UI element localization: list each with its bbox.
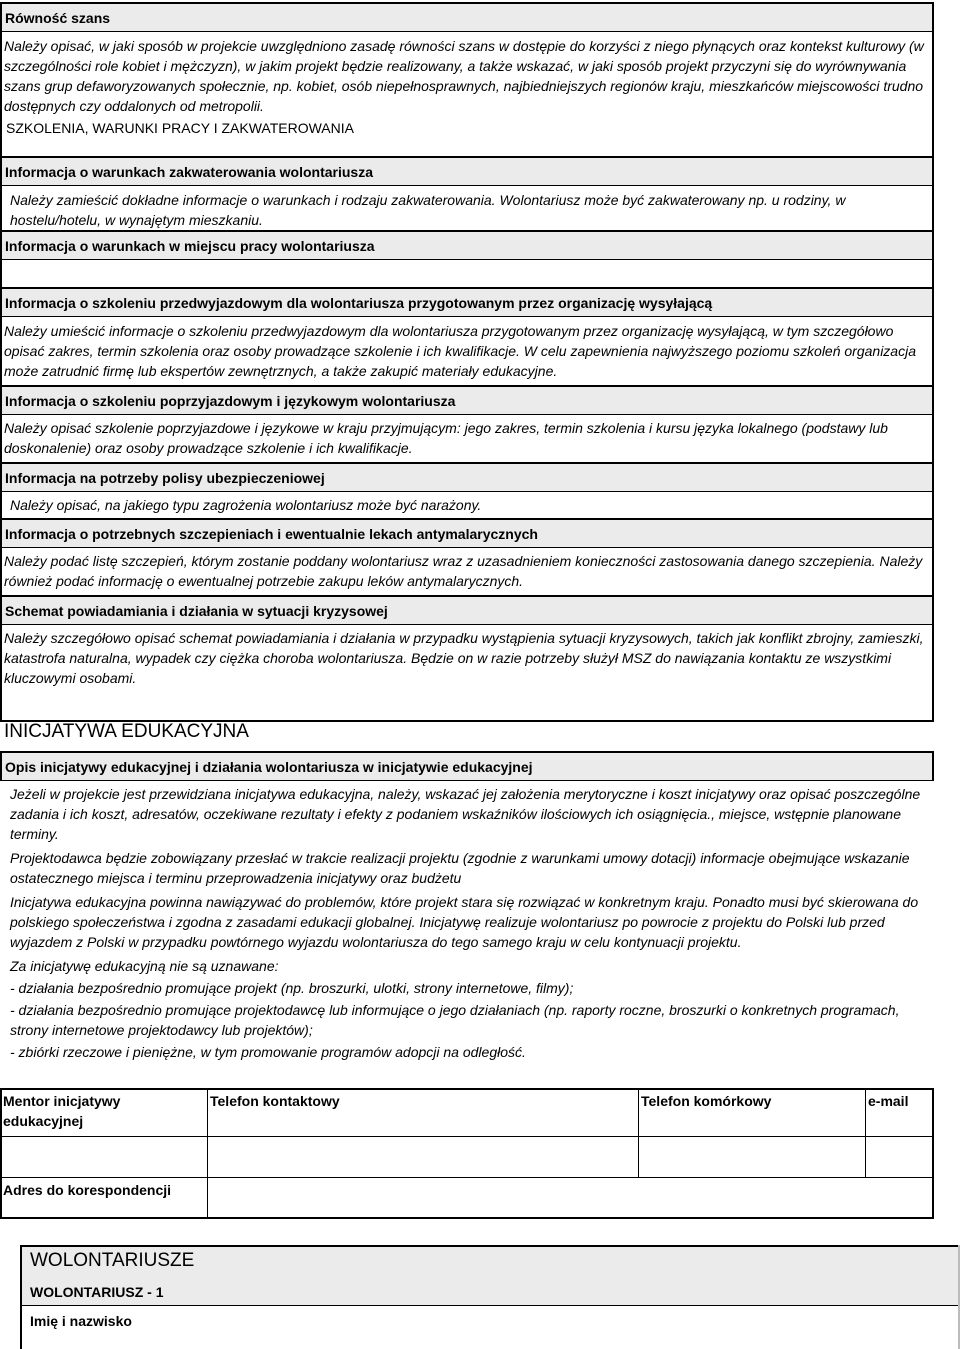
exclusion-item-2: - działania bezpośrednio promujące projektodawcę lub informujące o jego działaniach (np. raporty roczne, broszurki o konkretnych programach, strony internetowe projektodawcy lub projektów); [10, 1002, 900, 1038]
pre-departure-title: Informacja o szkoleniu przedwyjazdowym dla wolontariusza przygotowanym przez organizację wysyłającą [5, 294, 713, 311]
volunteers-title: WOLONTARIUSZE [30, 1250, 195, 1271]
mobile-label: Telefon komórkowy [641, 1093, 772, 1109]
crisis-text[interactable]: Należy szczegółowo opisać schemat powiadamiania i działania w przypadku wystąpienia sytuacji kryzysowych, takich jak konflikt zbrojny, zamieszki, katastrofa naturalna, wypadek czy ciężka choroba wolontariusza. Będzie on w razie potrzeby służył MSZ do nawiązania kontaktu ze wszystkimi kluczowymi osobami. [4, 630, 924, 686]
mentor-input[interactable] [2, 1137, 206, 1176]
insurance-header [0, 462, 934, 492]
post-arrival-text[interactable]: Należy opisać szkolenie poprzyjazdowe i językowe w kraju przyjmującym: jego zakres, termin szkolenia i kursu języka lokalnego (podstawy lub doskonalenie) oraz osoby prowadzące szkolenie i ich kwalifikacje. [4, 420, 888, 456]
post-arrival-title: Informacja o szkoleniu poprzyjazdowym i językowym wolontariusza [5, 392, 456, 409]
equal-opportunity-header [0, 2, 934, 32]
post-arrival-header [0, 385, 934, 415]
education-header-text: Opis inicjatywy edukacyjnej i działania wolontariusza w inicjatywie edukacyjnej [5, 758, 533, 775]
phone-input[interactable] [208, 1137, 637, 1176]
vaccinations-title: Informacja o potrzebnych szczepieniach i ewentualnie lekach antymalarycznych [5, 525, 538, 542]
border-left [0, 2, 2, 722]
education-header [0, 751, 934, 781]
education-description[interactable] [10, 784, 925, 1062]
email-label: e-mail [868, 1093, 909, 1109]
exclusion-item-1: - działania bezpośrednio promujące projekt (np. broszurki, ulotki, strony internetowe, filmy); [10, 980, 574, 996]
address-label: Adres do korespondencji [3, 1182, 172, 1198]
crisis-header [0, 595, 934, 625]
education-paragraph-1: Jeżeli w projekcie jest przewidziana inicjatywa edukacyjna, należy, wskazać jej założenia merytoryczne i koszt inicjatywy oraz opisać poszczególne zadania i ich koszt, adresatów, oczekiwane rezultaty i efekty z podaniem wskaźników ilościowych ich osiągnięcia., miejsce, wstępnie planowane terminy. [10, 786, 921, 842]
education-paragraph-4: Za inicjatywę edukacyjną nie są uznawane: [10, 958, 279, 974]
education-title: INICJATYWA EDUKACYJNA [4, 721, 249, 742]
border-right [932, 2, 934, 722]
table-bottom-line [0, 1217, 934, 1219]
mentor-label: Mentor inicjatywy edukacyjnej [3, 1093, 121, 1129]
phone-label: Telefon kontaktowy [210, 1093, 340, 1109]
name-label: Imię i nazwisko [30, 1313, 132, 1329]
volunteer-1-title: WOLONTARIUSZ - 1 [30, 1284, 164, 1300]
work-conditions-header [0, 230, 934, 260]
vaccinations-header [0, 518, 934, 548]
crisis-title: Schemat powiadamiania i działania w sytuacji kryzysowej [5, 602, 388, 619]
work-conditions-text[interactable] [4, 262, 930, 286]
address-input[interactable] [208, 1178, 931, 1217]
education-paragraph-3: Inicjatywa edukacyjna powinna nawiązywać do problemów, które projekt stara się rozwiązać w konkretnym kraju. Ponadto musi być skierowana do polskiego społeczeństwa i zgodna z zasadami edukacji globalnej. Inicjatywę realizuje wolontariusz po powrocie z projektu do Polski lub przed wyjazdem z Polski w przypadku powtórnego wyjazdu wolontariusza do tego samego kraju w celu kontynuacji projektu. [10, 894, 919, 950]
name-input[interactable] [200, 1308, 940, 1336]
work-conditions-title: Informacja o warunkach w miejscu pracy wolontariusza [5, 237, 375, 254]
accommodation-title: Informacja o warunkach zakwaterowania wolontariusza [5, 163, 373, 180]
accommodation-text[interactable]: Należy zamieścić dokładne informacje o warunkach i rodzaju zakwaterowania. Wolontariusz może być zakwaterowany np. u rodziny, w hostelu/hotelu, w wynajętym mieszkaniu. [10, 192, 846, 228]
equal-opportunity-title: Równość szans [5, 9, 111, 26]
exclusion-item-3: - zbiórki rzeczowe i pieniężne, w tym promowanie programów adopcji na odległość. [10, 1044, 526, 1060]
education-paragraph-2: Projektodawca będzie zobowiązany przesłać w trakcie realizacji projektu (zgodnie z warunkami umowy dotacji) informacje obejmujące wskazanie ostatecznego miejsca i terminu przeprowadzenia inicjatywy oraz budżetu [10, 850, 910, 886]
equal-opportunity-text[interactable]: Należy opisać, w jaki sposób w projekcie uwzględniono zasadę równości szans w dostępie do korzyści z niego płynących oraz kontekst kulturowy (w szczególności role kobiet i mężczyzn), w jakim projekt będzie realizowany, a także wskazać, w jaki sposób projekt przyczyni się do wyrównywania szans grup defaworyzowanych społecznie, np. kobiet, osób niepełnosprawnych, najbiedniejszych regionów kraju, mieszkańców miejscowości trudno dostępnych czy oddalonych od metropolii. [4, 38, 924, 114]
pre-departure-header [0, 287, 934, 317]
pre-departure-text[interactable]: Należy umieścić informacje o szkoleniu przedwyjazdowym dla wolontariusza przygotowanym przez organizację wysyłającą, w tym szczegółowo opisać zakres, termin szkolenia oraz osoby prowadzące szkolenie i ich kwalifikacje. W celu zapewnienia najwyższego poziomu szkoleń organizacja może zatrudnić firmę lub ekspertów zewnętrznych, a także zakupić materiały edukacyjne. [4, 323, 916, 379]
accommodation-header [0, 156, 934, 186]
table-right-line [932, 1088, 934, 1219]
insurance-title: Informacja na potrzeby polisy ubezpieczeniowej [5, 469, 325, 486]
insurance-text[interactable]: Należy opisać, na jakiego typu zagrożenia wolontariusz może być narażony. [10, 497, 482, 513]
training-section-title: SZKOLENIA, WARUNKI PRACY I ZAKWATEROWANIA [6, 120, 354, 136]
email-input[interactable] [866, 1137, 931, 1176]
mobile-input[interactable] [639, 1137, 864, 1176]
vaccinations-text[interactable]: Należy podać listę szczepień, którym zostanie poddany wolontariusz wraz z uzasadnieniem konieczności zastosowania danego szczepienia. Należy również podać informację o ewentualnej potrzebie zakupu leków antymalarycznych. [4, 553, 923, 589]
